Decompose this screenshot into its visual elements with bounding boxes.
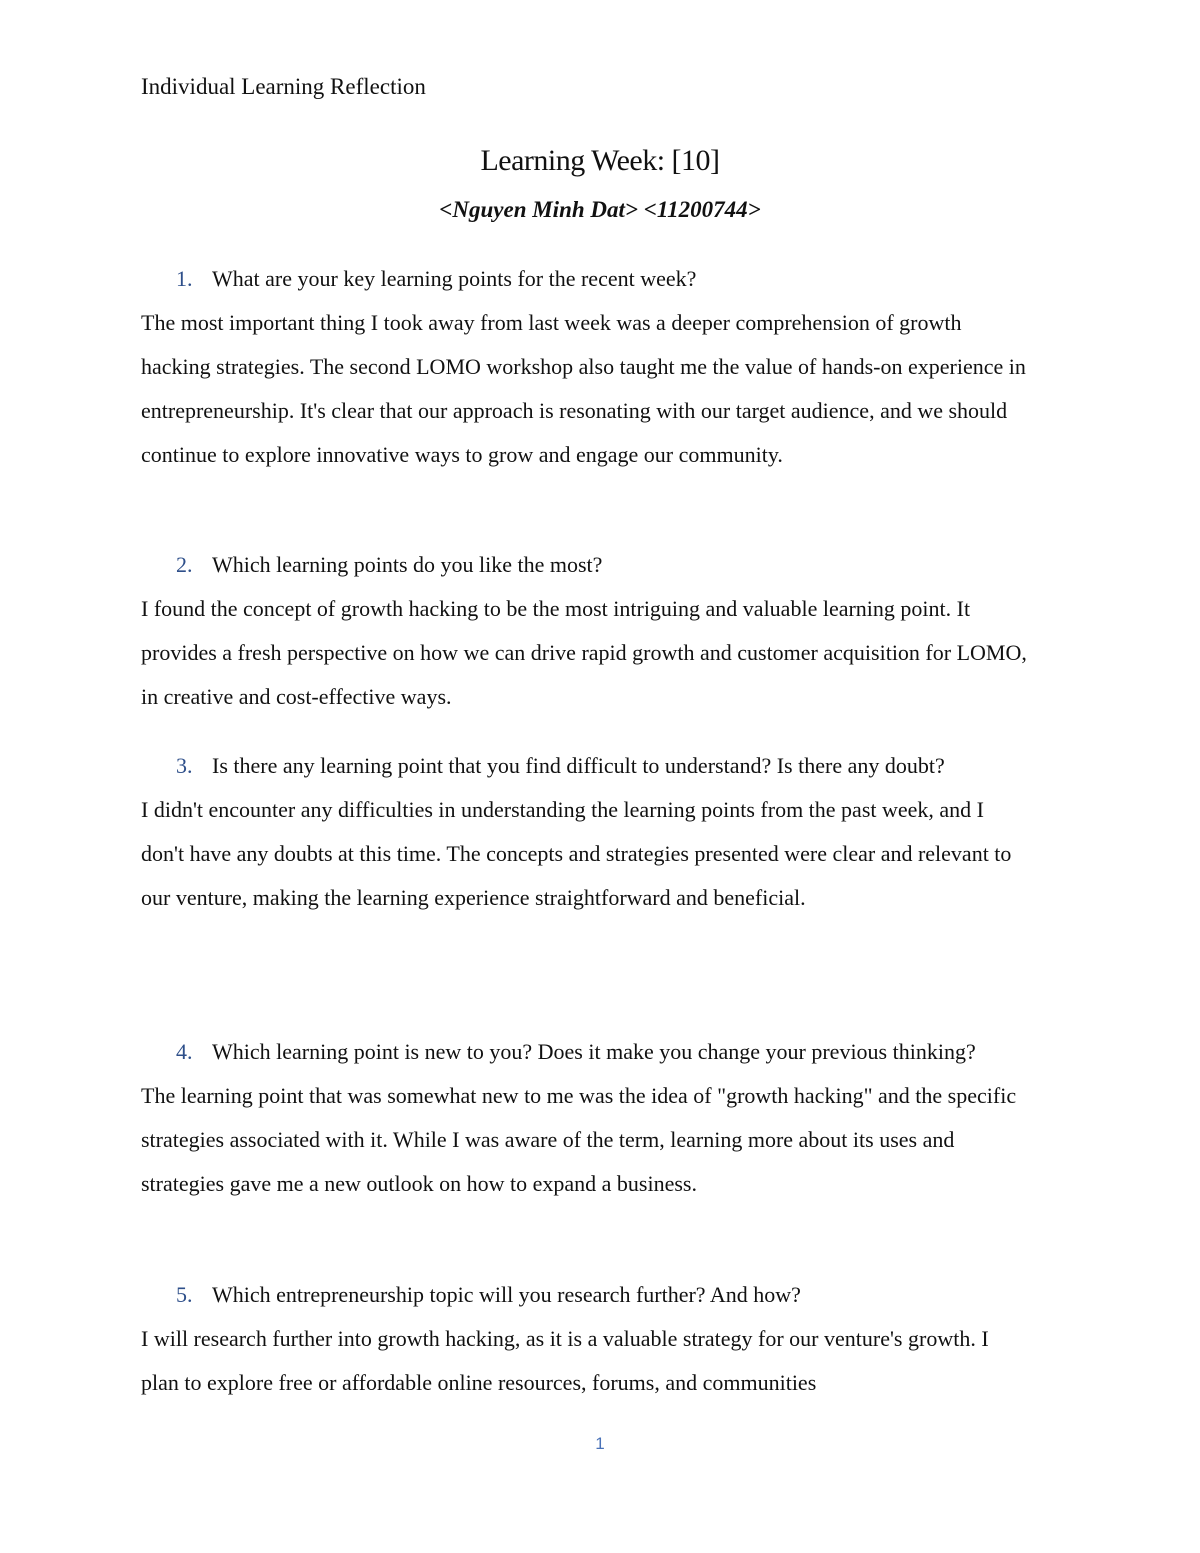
question-5 [141,1273,1061,1317]
answer-3: I didn't encounter any difficulties in understanding the learning points from the past week, and I don't have any doubts at this time. The concepts and strategies presented were clear and relevant to our venture, making the learning experience straightforward and beneficial. [141,797,1012,910]
question-3 [141,744,1061,788]
author-line: <Nguyen Minh Dat> <11200744> [439,197,761,222]
question-block-3 [141,744,1061,920]
question-text: Which learning point is new to you? Does it make you change your previous thinking? [212,1039,976,1064]
question-2 [141,543,1061,587]
question-number: 2. [176,552,193,577]
question-number: 3. [176,753,193,778]
question-4 [141,1030,1061,1074]
question-text: Which entrepreneurship topic will you research further? And how? [212,1282,801,1307]
answer-1: The most important thing I took away from last week was a deeper comprehension of growth hacking strategies. The second LOMO workshop also taught me the value of hands-on experience in entrepreneurship. It's clear that our approach is resonating with our target audience, and we should continue to explore innovative ways to grow and engage our community. [141,310,1026,467]
page-header: Individual Learning Reflection [141,74,426,99]
answer-4: The learning point that was somewhat new to me was the idea of "growth hacking" and the specific strategies associated with it. While I was aware of the term, learning more about its uses and strategies gave me a new outlook on how to expand a business. [141,1083,1017,1196]
question-text: Which learning points do you like the most? [212,552,603,577]
question-block-2 [141,543,1061,719]
question-block-1 [141,257,1061,477]
question-number: 5. [176,1282,193,1307]
answer-5: I will research further into growth hacking, as it is a valuable strategy for our venture's growth. I plan to explore free or affordable online resources, forums, and communities [141,1326,989,1395]
question-text: Is there any learning point that you find difficult to understand? Is there any doubt? [212,753,945,778]
page-number: 1 [595,1434,605,1453]
answer-2: I found the concept of growth hacking to be the most intriguing and valuable learning point. It provides a fresh perspective on how we can drive rapid growth and customer acquisition for LOMO, in creative and cost-effective ways. [141,596,1027,709]
question-block-4 [141,1030,1061,1206]
question-number: 1. [176,266,193,291]
question-1 [141,257,1061,301]
question-number: 4. [176,1039,193,1064]
question-text: What are your key learning points for the recent week? [212,266,697,291]
question-block-5 [141,1273,1061,1405]
document-title: Learning Week: [10] [480,144,720,177]
